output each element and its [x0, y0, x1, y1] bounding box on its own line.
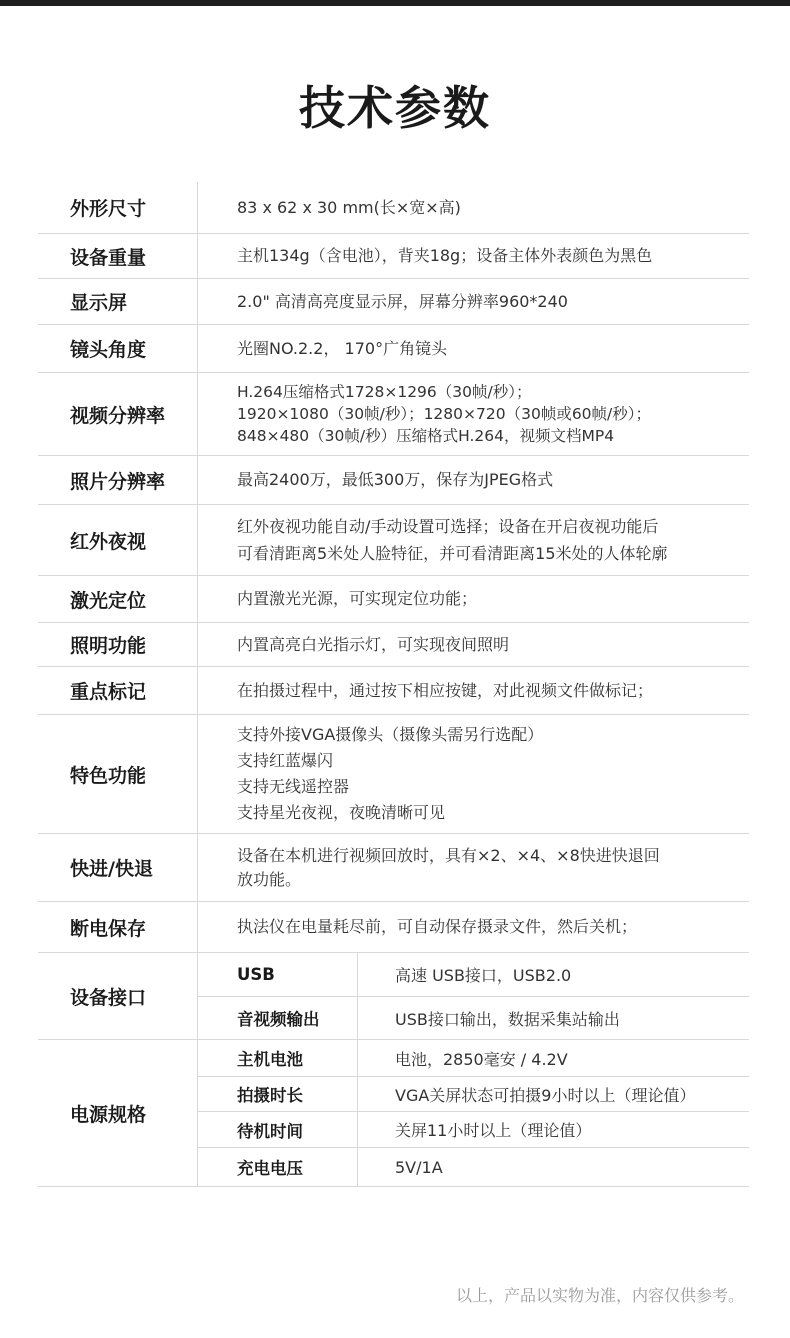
top-bar [0, 0, 790, 6]
row-label: 外形尺寸 [70, 198, 147, 220]
interface-item: USB 高速 USB接口，USB2.0 [197, 953, 749, 997]
row-label: 红外夜视 [70, 530, 147, 553]
spec-row-laser [38, 576, 749, 623]
page-title: 技术参数 [299, 81, 491, 135]
row-value: 在拍摄过程中，通过按下相应按键，对此视频文件做标记； [237, 680, 654, 700]
spec-row-lighting [38, 623, 749, 667]
row-label: 视频分辨率 [70, 404, 166, 427]
row-label: 设备重量 [70, 246, 147, 269]
row-value: 执法仪在电量耗尽前，可自动保存摄录文件，然后关机； [237, 917, 638, 936]
spec-row-power [38, 1040, 749, 1187]
row-value: 支持外接VGA摄像头（摄像头需另行选配） 支持红蓝爆闪 支持无线遥控器 支持星光夜视，夜晚清晰可见 [237, 725, 544, 822]
row-value: 设备在本机进行视频回放时，具有×2、×4、×8快进快退回 放功能。 [237, 845, 660, 889]
spec-row-display [38, 279, 749, 325]
row-value: 红外夜视功能自动/手动设置可选择；设备在开启夜视功能后 可看清距离5米处人脸特征，并可看清距离15米处的人体轮廓 [237, 517, 668, 563]
spec-row-features [38, 715, 749, 834]
spec-row-marking [38, 667, 749, 715]
row-value: 83 x 62 x 30 mm(长×宽×高) [237, 197, 461, 217]
row-label: 重点标记 [70, 681, 147, 703]
spec-row-night-vision [38, 505, 749, 576]
power-item: 拍摄时长 VGA关屏状态可拍摄9小时以上（理论值） [197, 1077, 749, 1112]
spec-row-size [38, 182, 749, 234]
spec-row-weight [38, 234, 749, 279]
spec-row-fast-forward [38, 834, 749, 902]
spec-row-video-resolution [38, 373, 749, 456]
row-label: 照明功能 [70, 635, 147, 657]
row-value: 2.0" 高清高亮度显示屏，屏幕分辨率960*240 [237, 291, 568, 311]
row-value: 最高2400万，最低300万，保存为JPEG格式 [237, 470, 554, 489]
row-value: 内置激光光源，可实现定位功能； [237, 589, 478, 608]
power-item: 待机时间 关屏11小时以上（理论值） [197, 1112, 749, 1148]
power-item: 充电电压 5V/1A [237, 1157, 443, 1178]
row-value: H.264压缩格式1728×1296（30帧/秒）； 1920×1080（30帧/秒）；1280×720（30帧或60帧/秒）； 848×480（30帧/秒）压缩格式H.264，视频文档MP4 [237, 383, 652, 445]
row-label: 设备接口 [70, 986, 147, 1009]
row-label: 照片分辨率 [70, 470, 166, 493]
spec-row-photo-resolution [38, 456, 749, 505]
spec-row-lens [38, 325, 749, 373]
row-label: 特色功能 [70, 764, 147, 787]
disclaimer-footer: 以上，产品以实物为准，内容仅供参考。 [455, 1286, 744, 1305]
row-label: 断电保存 [70, 917, 147, 940]
spec-row-interface [38, 953, 749, 1040]
row-value: 光圈NO.2.2， 170°广角镜头 [237, 338, 448, 358]
row-label: 显示屏 [70, 292, 128, 314]
row-label: 镜头角度 [70, 339, 147, 361]
power-item: 主机电池 电池，2850毫安 / 4.2V [197, 1040, 749, 1077]
row-value: 主机134g（含电池），背夹18g；设备主体外表颜色为黑色 [237, 246, 653, 265]
row-label: 电源规格 [70, 1103, 147, 1126]
row-value: 内置高亮白光指示灯，可实现夜间照明 [237, 634, 510, 654]
row-label: 快进/快退 [70, 858, 153, 880]
row-label: 激光定位 [70, 589, 147, 612]
spec-row-power-loss-save [38, 902, 749, 953]
interface-item: 音视频输出 USB接口输出，数据采集站输出 [237, 1009, 620, 1029]
